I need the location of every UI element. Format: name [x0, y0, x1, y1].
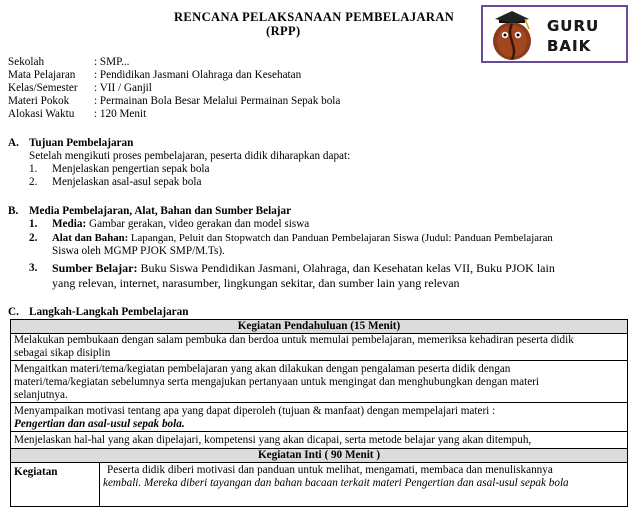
section-c-letter: C. [8, 306, 19, 318]
cell-line: Peserta didik diberi motivasi dan panduan untuk melihat, mengamati, membaca dan menuliskannya [107, 464, 553, 476]
table-row [11, 403, 628, 432]
list-item-number: 2. [29, 232, 38, 244]
list-item-text: Lapangan, Peluit dan Stopwatch dan Panduan Pembelajaran Siswa (Judul: Panduan Pembelajaran [128, 232, 553, 244]
table-cell [11, 361, 628, 403]
table-row [11, 361, 628, 403]
document-subtitle: (RPP) [266, 24, 301, 38]
list-item [52, 261, 555, 275]
table-header-row [11, 449, 628, 463]
cell-emphasis: Pengertian dan asal-usul sepak bola. [14, 418, 185, 430]
table-row [11, 432, 628, 449]
table-cell [100, 463, 628, 507]
list-item [52, 232, 553, 245]
table-header-inti: Kegiatan Inti ( 90 Menit ) [11, 449, 628, 463]
logo-text-guru: GURU [547, 17, 600, 35]
section-a-letter: A. [8, 137, 19, 149]
list-item-label: Alat dan Bahan: [52, 232, 129, 244]
section-c-title: Langkah-Langkah Pembelajaran [29, 306, 189, 318]
activity-table [10, 319, 628, 507]
cell-line: Menyampaikan motivasi tentang apa yang dapat diperoleh (tujuan & manfaat) dengan mempelajari materi : [14, 405, 496, 417]
list-item: Menjelaskan pengertian sepak bola [52, 163, 210, 175]
table-header-pendahuluan: Kegiatan Pendahuluan (15 Menit) [11, 320, 628, 334]
list-item-number: 2. [29, 176, 38, 188]
table-row [11, 334, 628, 361]
list-item [52, 218, 309, 231]
cell-line: materi/tema/kegiatan sebelumnya serta mengajukan pertanyaan untuk mengingat dan menghubungkan dengan materi [14, 376, 540, 388]
table-cell-label: Kegiatan [11, 463, 100, 507]
list-item-number: 3. [29, 262, 38, 274]
guru-baik-logo [481, 5, 628, 63]
document-title: RENCANA PELAKSANAAN PEMBELAJARAN [174, 10, 455, 24]
identity-value: : Permainan Bola Besar Melalui Permainan Sepak bola [94, 95, 341, 107]
cell-line: Melakukan pembukaan dengan salam pembuka dan berdoa untuk memulai pembelajaran, memeriksa kehadiran peserta didik [14, 334, 574, 346]
section-b-title: Media Pembelajaran, Alat, Bahan dan Sumber Belajar [29, 205, 292, 217]
cell-line: selanjutnya. [14, 389, 68, 401]
list-item: Menjelaskan asal-asul sepak bola [52, 176, 202, 188]
identity-label: Materi Pokok [8, 95, 70, 107]
list-item-number: 1. [29, 163, 38, 175]
identity-value: : 120 Menit [94, 108, 147, 120]
table-cell [11, 403, 628, 432]
table-cell [11, 334, 628, 361]
section-a-intro: Setelah mengikuti proses pembelajaran, peserta didik diharapkan dapat: [29, 150, 351, 162]
table-row [11, 463, 628, 507]
list-item-continuation: Siswa oleh MGMP PJOK SMP/M.Ts). [52, 245, 225, 257]
list-item-label: Media: [52, 218, 87, 230]
list-item-text: Gambar gerakan, video gerakan dan model siswa [86, 218, 310, 230]
list-item-number: 1. [29, 218, 38, 230]
section-b-letter: B. [8, 205, 19, 217]
table-cell [11, 432, 628, 449]
cell-line: sebagai sikap disiplin [14, 347, 111, 359]
identity-label: Kelas/Semester [8, 82, 78, 94]
cell-line: Menjelaskan hal-hal yang akan dipelajari, kompetensi yang akan dicapai, serta metode belajar yang akan ditempuh, [14, 434, 532, 446]
section-a-title: Tujuan Pembelajaran [29, 137, 134, 149]
list-item-label: Sumber Belajar: [52, 261, 138, 275]
table-header-row [11, 320, 628, 334]
coffee-bean-mascot-icon [485, 7, 543, 63]
identity-label: Mata Pelajaran [8, 69, 76, 81]
identity-label: Sekolah [8, 56, 45, 68]
logo-text-baik: BAIK [547, 37, 592, 55]
identity-label: Alokasi Waktu [8, 108, 75, 120]
list-item-text: Buku Siswa Pendidikan Jasmani, Olahraga, dan Kesehatan kelas VII, Buku PJOK lain [137, 261, 555, 275]
identity-value: : SMP... [94, 56, 130, 68]
cell-line: kembali. Mereka diberi tayangan dan bahan bacaan terkait materi Pengertian dan asal-usul sepak bola [103, 477, 569, 489]
identity-value: : VII / Ganjil [94, 82, 152, 94]
identity-value: : Pendidikan Jasmani Olahraga dan Kesehatan [94, 69, 302, 81]
cell-line: Mengaitkan materi/tema/kegiatan pembelajaran yang akan dilakukan dengan pengalaman peserta didik dengan [14, 363, 511, 375]
list-item-continuation: yang relevan, internet, narasumber, lingkungan sekitar, dan sumber lain yang relevan [52, 276, 460, 290]
